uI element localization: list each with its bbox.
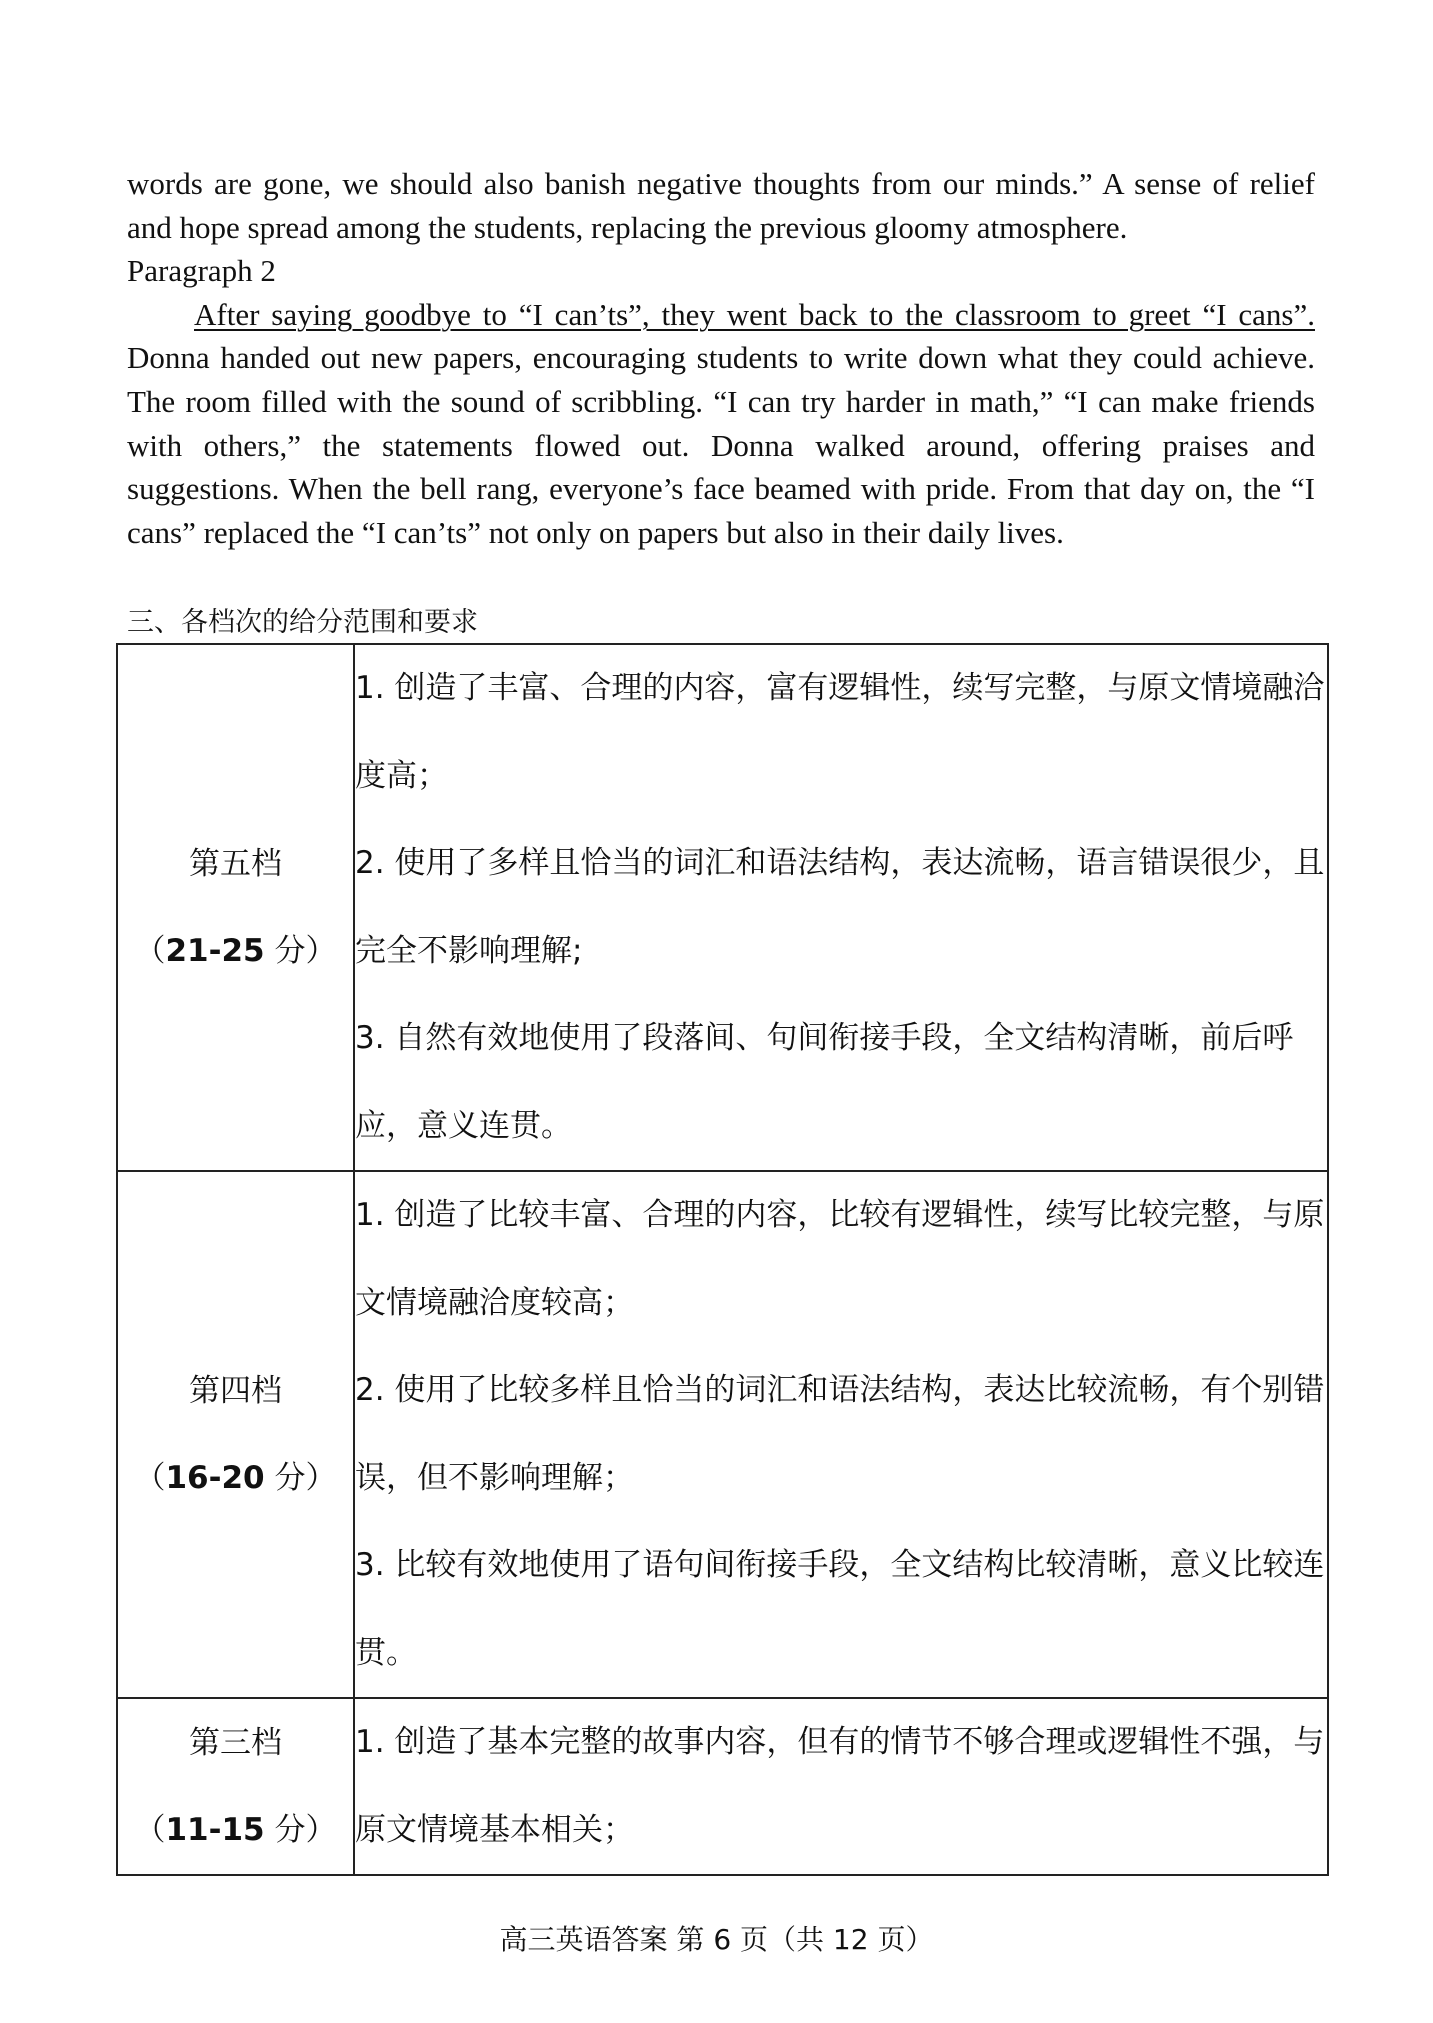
criteria-cell	[354, 1698, 1328, 1875]
criterion-item: 2. 使用了多样且恰当的词汇和语法结构，表达流畅，语言错误很少，且完全不影响理解;	[355, 845, 1325, 969]
sample-passage	[127, 162, 1315, 554]
criterion-item: 2. 使用了比较多样且恰当的词汇和语法结构，表达比较流畅，有个别错误，但不影响理解；	[355, 1372, 1325, 1496]
paragraph-2-text	[127, 293, 1315, 555]
criterion-item: 3. 比较有效地使用了语句间衔接手段，全文结构比较清晰，意义比较连贯。	[355, 1547, 1325, 1671]
table-row	[117, 1171, 1328, 1698]
passage-intro-paragraph: words are gone, we should also banish negative thoughts from our minds.” A sense of relief and hope spread among the students, replacing the previous gloomy atmosphere.	[127, 166, 1315, 245]
level-score-range: （21-25 分）	[134, 932, 337, 969]
criterion-item: 3. 自然有效地使用了段落间、句间衔接手段，全文结构清晰，前后呼应，意义连贯。	[355, 1020, 1294, 1144]
level-name: 第四档	[189, 1372, 282, 1409]
paragraph-heading: Paragraph 2	[127, 253, 276, 289]
criteria-cell	[354, 644, 1328, 1171]
table-row	[117, 1698, 1328, 1875]
section-title: 三、各档次的给分范围和要求	[127, 607, 478, 638]
criterion-item: 1. 创造了基本完整的故事内容，但有的情节不够合理或逻辑性不强，与原文情境基本相关；	[355, 1724, 1325, 1848]
underlined-opening-sentence: After saying goodbye to “I can’ts”, they went back to the classroom to greet “I cans”.	[194, 296, 1315, 332]
level-score-range: （11-15 分）	[134, 1811, 337, 1848]
table-row	[117, 644, 1328, 1171]
level-name: 第五档	[189, 845, 282, 882]
level-cell	[117, 644, 354, 1171]
scoring-rubric-table	[116, 643, 1329, 1876]
criteria-cell	[354, 1171, 1328, 1698]
paragraph-2-body: Donna handed out new papers, encouraging students to write down what they could achieve. The room filled with the sound of scribbling. “I can try harder in math,” “I can make friends with others,” the statements flowed out. Donna walked around, offering praises and suggestions. When the bell rang, everyone’s face beamed with pride. From that day on, the “I cans” replaced the “I can’ts” not only on papers but also in their daily lives.	[127, 340, 1315, 550]
criterion-item: 1. 创造了丰富、合理的内容，富有逻辑性，续写完整，与原文情境融洽度高；	[355, 670, 1325, 794]
level-cell	[117, 1171, 354, 1698]
page-footer: 高三英语答案 第 6 页（共 12 页）	[499, 1923, 934, 1956]
level-name: 第三档	[189, 1724, 282, 1761]
level-cell	[117, 1698, 354, 1875]
criterion-item: 1. 创造了比较丰富、合理的内容，比较有逻辑性，续写比较完整，与原文情境融洽度较高；	[355, 1197, 1325, 1321]
level-score-range: （16-20 分）	[134, 1459, 337, 1496]
